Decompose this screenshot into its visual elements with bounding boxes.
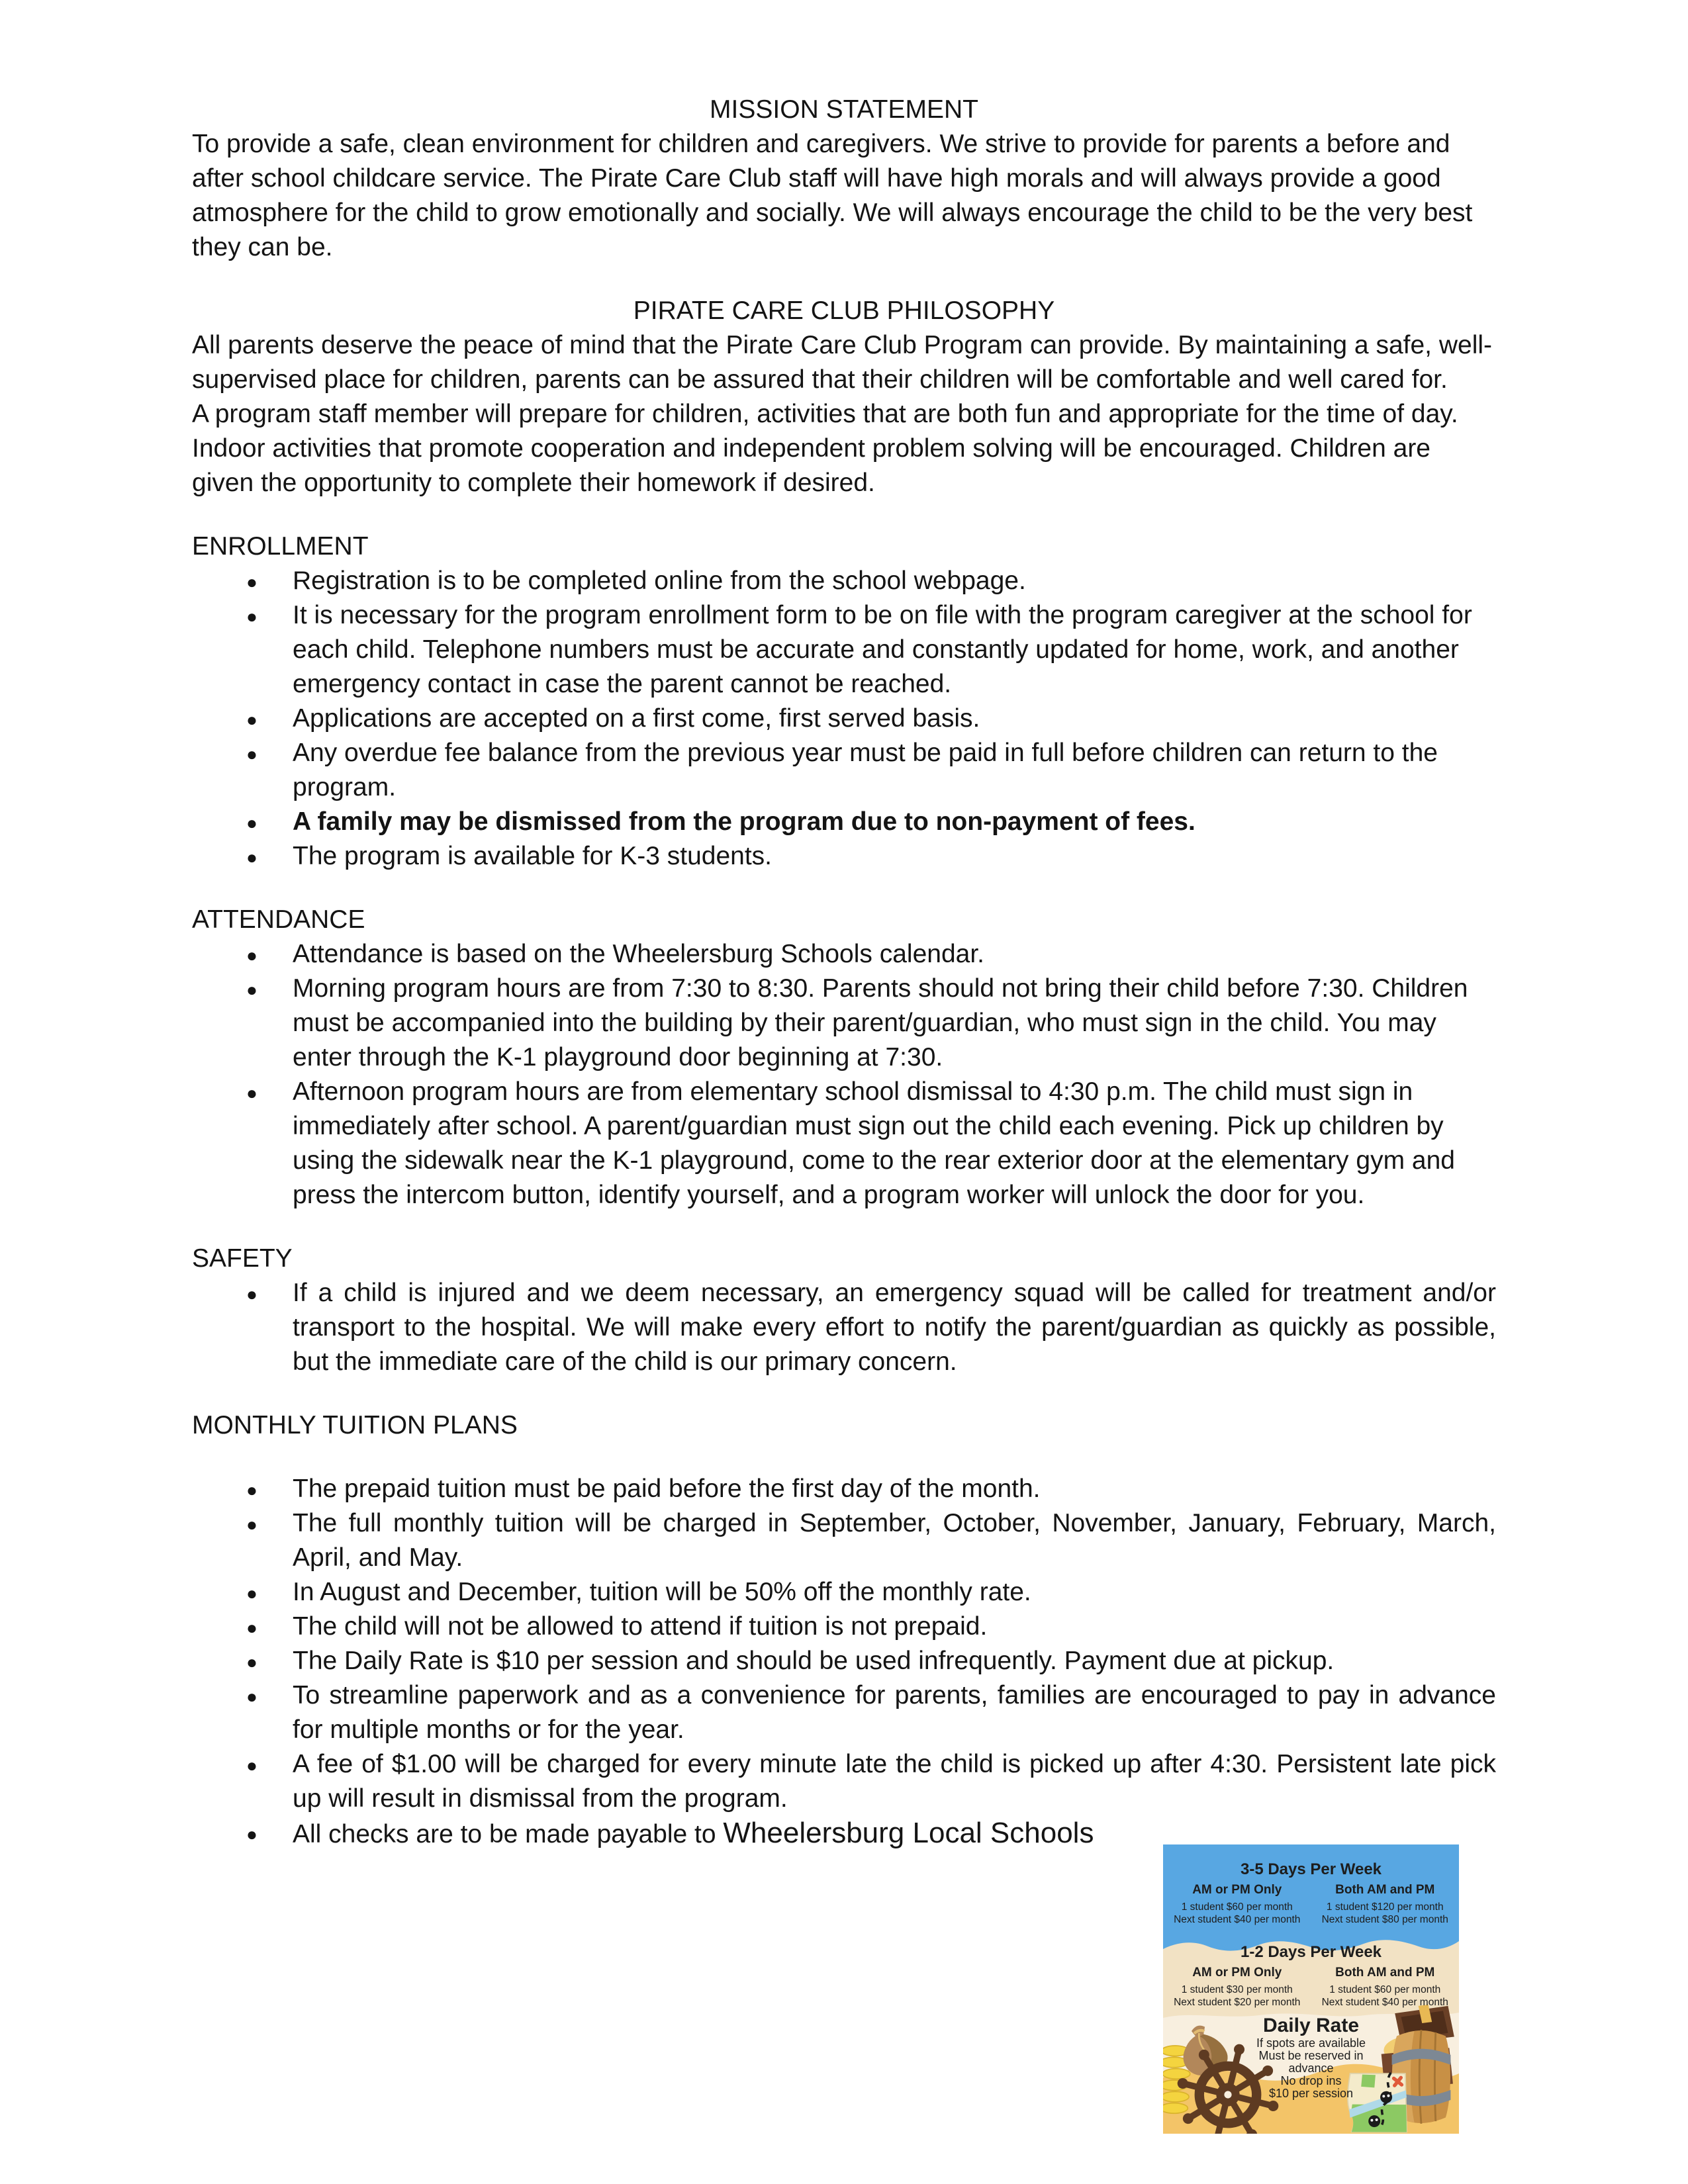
- plan-column: [1311, 1966, 1460, 2009]
- attendance-title: ATTENDANCE: [192, 905, 365, 934]
- list-item: ● Attendance is based on the Wheelersburg Schools calendar.: [192, 937, 1496, 972]
- section-gap: [192, 1443, 1496, 1472]
- list-item: ● In August and December, tuition will be 50% off the monthly rate.: [192, 1575, 1496, 1610]
- rate-line: 1 student $120 per month: [1326, 1901, 1444, 1913]
- safety-list: [192, 1276, 1496, 1379]
- checks-payee: Wheelersburg Local Schools: [723, 1817, 1094, 1849]
- column-header: Both AM and PM: [1335, 1883, 1435, 1897]
- plan-column: [1163, 1966, 1311, 2009]
- enrollment-title: ENROLLMENT: [192, 532, 369, 561]
- plan-column: [1311, 1883, 1460, 1926]
- section-gap: [192, 265, 1496, 294]
- rate-line: 1 student $60 per month: [1329, 1984, 1441, 1995]
- list-item: ● Applications are accepted on a first come, first served basis.: [192, 702, 1496, 736]
- plan-title-1-2-days: 1-2 Days Per Week: [1240, 1943, 1382, 1961]
- column-header: Both AM and PM: [1335, 1966, 1435, 1979]
- checks-text: All checks are to be made payable to: [293, 1820, 724, 1848]
- daily-rate-title: Daily Rate: [1262, 2015, 1360, 2036]
- daily-rate-line: Must be reserved in: [1258, 2049, 1364, 2062]
- daily-rate-line: No drop ins: [1280, 2074, 1342, 2087]
- list-item: ● A family may be dismissed from the program due to non-payment of fees.: [192, 805, 1496, 839]
- list-item: ● The full monthly tuition will be charged in September, October, November, January, February, March, April, and May.: [192, 1506, 1496, 1575]
- enrollment-list: [192, 564, 1496, 874]
- column-header: AM or PM Only: [1192, 1966, 1282, 1979]
- column-header: AM or PM Only: [1192, 1883, 1282, 1897]
- section-gap: [192, 1212, 1496, 1242]
- list-item: ● Registration is to be completed online from the school webpage.: [192, 564, 1496, 598]
- list-item: ● If a child is injured and we deem necessary, an emergency squad will be called for treatment and/or transport to the hospital. We will make every effort to notify the parent/guardian as quickly as possible, but the immediate care of the child is our primary concern.: [192, 1276, 1496, 1379]
- list-item: ● It is necessary for the program enrollment form to be on file with the program caregiver at the school for each child. Telephone numbers must be accurate and constantly updated for home, work, and another emergency contact in case the parent cannot be reached.: [192, 598, 1496, 702]
- philosophy-para2: A program staff member will prepare for children, activities that are both fun and appropriate for the time of day. Indoor activities that promote cooperation and independent problem solving will be encouraged. Children are given the opportunity to complete their homework if desired.: [192, 400, 1458, 497]
- attendance-list: [192, 937, 1496, 1212]
- mission-title: MISSION STATEMENT: [710, 95, 978, 124]
- daily-rate-line: $10 per session: [1268, 2087, 1354, 2100]
- daily-rate-line: advance: [1288, 2062, 1334, 2075]
- list-item: ● The Daily Rate is $10 per session and should be used infrequently. Payment due at pickup.: [192, 1644, 1496, 1678]
- daily-rate-line: If spots are available: [1256, 2036, 1366, 2050]
- rate-line: Next student $40 per month: [1174, 1914, 1301, 1925]
- section-gap: [192, 1379, 1496, 1408]
- philosophy-title: PIRATE CARE CLUB PHILOSOPHY: [633, 296, 1055, 325]
- list-item: ● To streamline paperwork and as a convenience for parents, families are encouraged to pay in advance for multiple months or for the year.: [192, 1678, 1496, 1747]
- rate-card-content: [1163, 1844, 1459, 2100]
- list-item: ● The child will not be allowed to attend if tuition is not prepaid.: [192, 1610, 1496, 1644]
- section-gap: [192, 874, 1496, 903]
- rate-line: 1 student $30 per month: [1181, 1984, 1293, 1995]
- list-item: ● Morning program hours are from 7:30 to 8:30. Parents should not bring their child before 7:30. Children must be accompanied into the building by their parent/guardian, who must sign in the child. You may enter through the K-1 playground door beginning at 7:30.: [192, 972, 1496, 1075]
- rate-line: 1 student $60 per month: [1181, 1901, 1293, 1913]
- list-item: ● The program is available for K-3 students.: [192, 839, 1496, 874]
- list-item: ● Afternoon program hours are from elementary school dismissal to 4:30 p.m. The child must sign in immediately after school. A parent/guardian must sign out the child each evening. Pick up children by using the sidewalk near the K-1 playground, come to the rear exterior door at the elementary gym and press the intercom button, identify yourself, and a program worker will unlock the door for you.: [192, 1075, 1496, 1212]
- safety-title: SAFETY: [192, 1244, 293, 1273]
- tuition-rate-card: [1163, 1844, 1459, 2134]
- philosophy-para1: All parents deserve the peace of mind that the Pirate Care Club Program can provide. By maintaining a safe, well-supervised place for children, parents can be assured that their children will be comfortable and well cared for.: [192, 331, 1493, 394]
- rate-line: Next student $40 per month: [1321, 1997, 1448, 2008]
- rate-line: Next student $20 per month: [1174, 1997, 1301, 2008]
- plan-title-3-5-days: 3-5 Days Per Week: [1240, 1860, 1382, 1878]
- list-item: ● The prepaid tuition must be paid before the first day of the month.: [192, 1472, 1496, 1506]
- list-item: ● A fee of $1.00 will be charged for every minute late the child is picked up after 4:30. Persistent late pick up will result in dismissal from the program.: [192, 1747, 1496, 1816]
- mission-body: To provide a safe, clean environment for children and caregivers. We strive to provide for parents a before and after school childcare service. The Pirate Care Club staff will have high morals and will always provide a good atmosphere for the child to grow emotionally and socially. We will always encourage the child to be the very best they can be.: [192, 130, 1473, 261]
- plan-column: [1163, 1883, 1311, 1926]
- list-item: ● Any overdue fee balance from the previous year must be paid in full before children can return to the program.: [192, 736, 1496, 805]
- section-gap: [192, 500, 1496, 529]
- tuition-title: MONTHLY TUITION PLANS: [192, 1411, 518, 1439]
- tuition-list: [192, 1472, 1496, 1852]
- rate-line: Next student $80 per month: [1321, 1914, 1448, 1925]
